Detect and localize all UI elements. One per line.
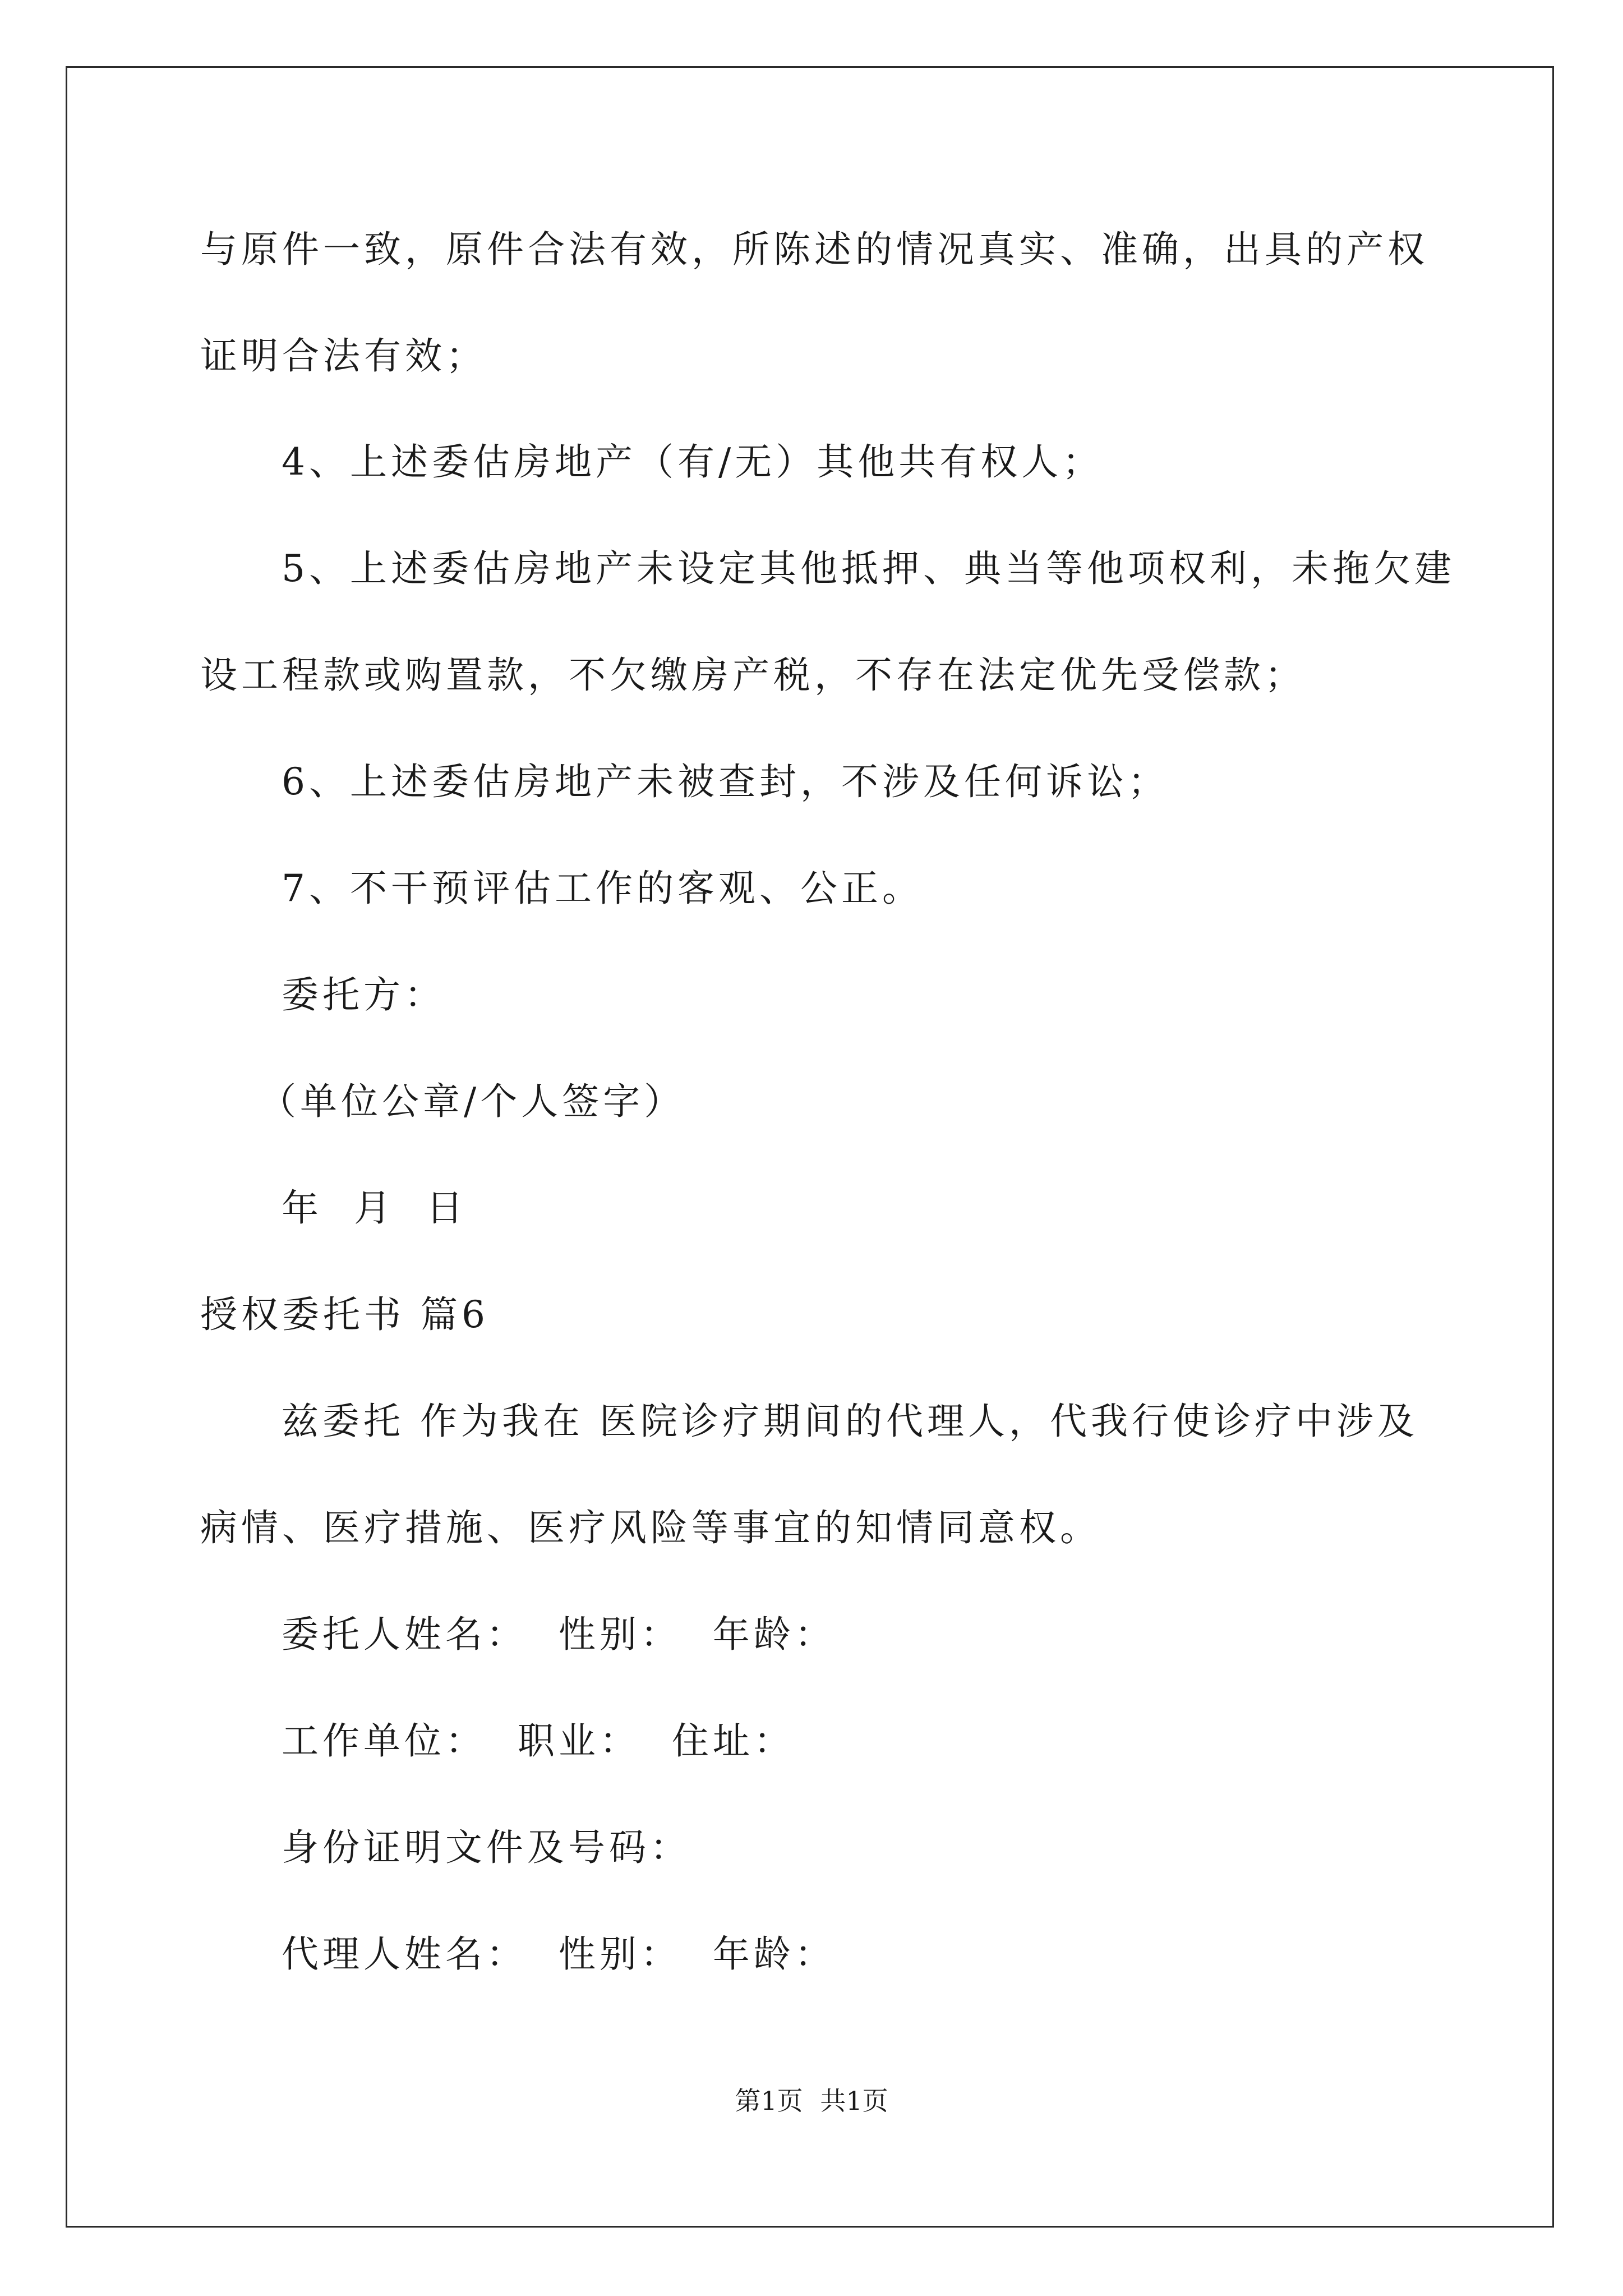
form-field-line: 委托人姓名： 性别： 年龄： (282, 1613, 836, 1656)
form-field-line: 工作单位： 职业： 住址： (282, 1719, 795, 1763)
paragraph-line: 与原件一致，原件合法有效，所陈述的情况真实、准确，出具的产权 (200, 228, 1428, 271)
paragraph-line: 6、上述委估房地产未被查封，不涉及任何诉讼； (282, 760, 1169, 803)
paragraph-line: 4、上述委估房地产（有/无）其他共有权人； (282, 440, 1104, 484)
page-border (66, 66, 1554, 2228)
paragraph-line: 病情、医疗措施、医疗风险等事宜的知情同意权。 (200, 1506, 1101, 1549)
paragraph-line: （单位公章/个人签字） (259, 1080, 685, 1123)
form-field-line: 代理人姓名： 性别： 年龄： (282, 1932, 836, 1976)
paragraph-line: 7、不干预评估工作的客观、公正。 (282, 867, 923, 910)
paragraph-line: 委托方： (282, 973, 445, 1016)
paragraph-line: 证明合法有效； (200, 334, 487, 378)
page-number: 第1页 (735, 2086, 803, 2116)
page-footer (0, 2084, 1623, 2118)
form-field-line: 身份证明文件及号码： (282, 1826, 691, 1869)
paragraph-line: 兹委托 作为我在 医院诊疗期间的代理人，代我行使诊疗中涉及 (282, 1400, 1418, 1443)
section-heading: 授权委托书 篇6 (200, 1293, 489, 1336)
paragraph-line: 5、上述委估房地产未设定其他抵押、典当等他项权利，未拖欠建 (282, 547, 1455, 590)
page-total: 共1页 (820, 2086, 888, 2116)
date-line: 年 月 日 (282, 1186, 467, 1230)
paragraph-line: 设工程款或购置款，不欠缴房产税，不存在法定优先受偿款； (200, 654, 1306, 697)
